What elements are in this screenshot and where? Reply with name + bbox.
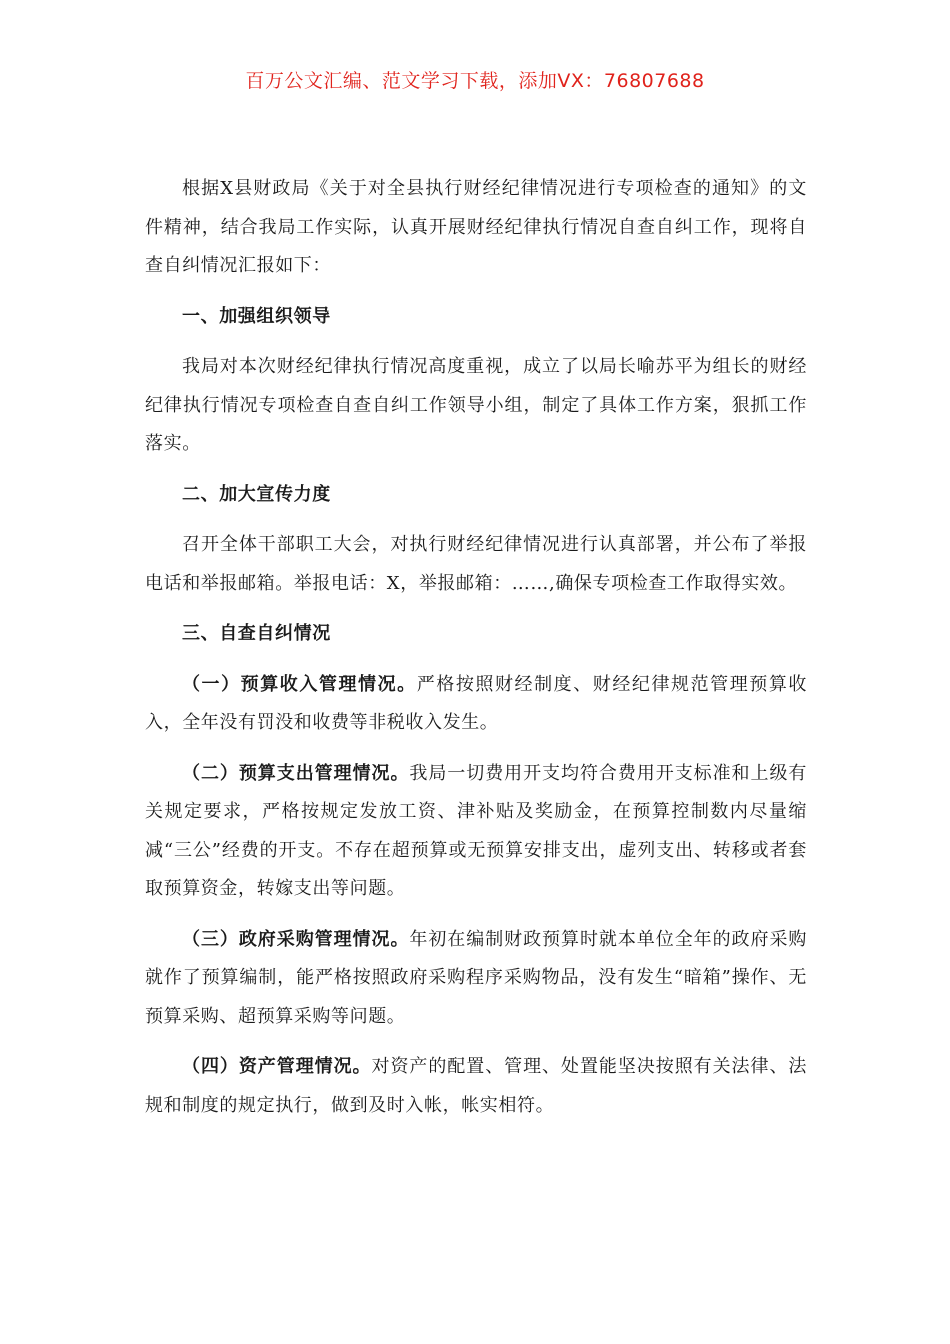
subsection-asset-management [145, 1048, 807, 1125]
subsection-text: 我局一切费用开支均符合费用开支标准和上级有关规定要求，严格按规定发放工资、津补贴及奖励金，在预算控制数内尽量缩减“三公”经费的开支。不存在超预算或无预算安排支出，虚列支出、转移或者套取预算资金，转嫁支出等问题。 [145, 762, 807, 899]
subsection-text: 对资产的配置、管理、处置能坚决按照有关法律、法规和制度的规定执行，做到及时入帐，帐实相符。 [145, 1056, 807, 1116]
subsection-budget-expenditure [145, 755, 807, 909]
section-body-organization: 我局对本次财经纪律执行情况高度重视，成立了以局长喻苏平为组长的财经纪律执行情况专项检查自查自纠工作领导小组，制定了具体工作方案，狠抓工作落实。 [145, 356, 807, 454]
section-heading-publicity: 二、加大宣传力度 [182, 483, 331, 505]
section-heading-self-inspection: 三、自查自纠情况 [182, 623, 331, 644]
subsection-lead: （一）预算收入管理情况。 [182, 673, 417, 695]
subsection-lead: （四）资产管理情况。 [182, 1056, 372, 1077]
document-body [145, 170, 807, 1125]
header-banner: 百万公文汇编、范文学习下载，添加VX：76807688 [245, 70, 705, 92]
subsection-text: 年初在编制财政预算时就本单位全年的政府采购就作了预算编制，能严格按照政府采购程序采购物品，没有发生“暗箱”操作、无预算采购、超预算采购等问题。 [145, 928, 807, 1027]
intro-paragraph: 根据X县财政局《关于对全县执行财经纪律情况进行专项检查的通知》的文件精神，结合我局工作实际，认真开展财经纪律执行情况自查自纠工作，现将自查自纠情况汇报如下： [145, 178, 807, 276]
section-body-publicity: 召开全体干部职工大会，对执行财经纪律情况进行认真部署，并公布了举报电话和举报邮箱。举报电话：X，举报邮箱：……,确保专项检查工作取得实效。 [145, 534, 807, 594]
subsection-budget-income [145, 666, 807, 743]
subsection-procurement [145, 921, 807, 1037]
subsection-lead: （三）政府采购管理情况。 [182, 928, 410, 950]
section-heading-organization: 一、加强组织领导 [182, 305, 331, 327]
subsection-text: 严格按照财经制度、财经纪律规范管理预算收入，全年没有罚没和收费等非税收入发生。 [145, 673, 807, 733]
subsection-lead: （二）预算支出管理情况。 [182, 762, 410, 784]
